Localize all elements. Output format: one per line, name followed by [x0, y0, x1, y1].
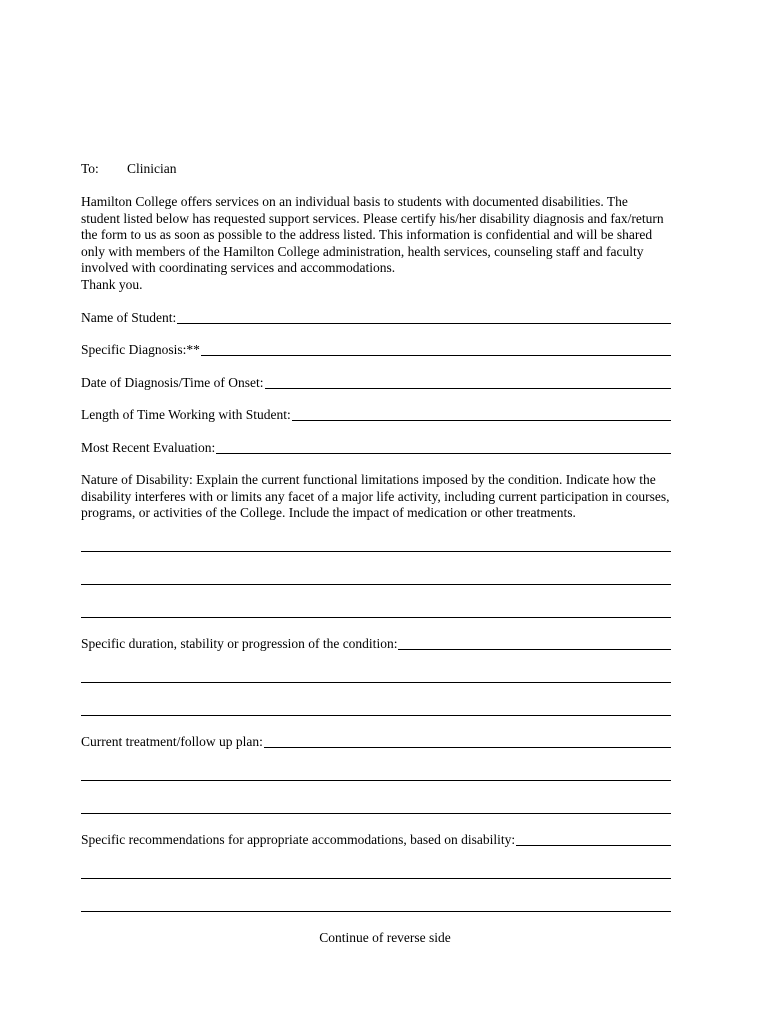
duration-answer-line[interactable]	[81, 715, 671, 716]
nature-line: disability interferes with or limits any facet of a major life activity, including current participation in courses,	[81, 488, 670, 504]
treatment-label: Current treatment/follow up plan:	[81, 734, 263, 749]
duration-blank[interactable]	[398, 649, 671, 650]
intro-line: student listed below has requested support services. Please certify his/her disability diagnosis and fax/return	[81, 210, 664, 226]
length-of-time-blank[interactable]	[292, 420, 671, 421]
nature-line: programs, or activities of the College. Include the impact of medication or other treatments.	[81, 505, 576, 521]
intro-line: only with members of the Hamilton College administration, health services, counseling staff and faculty	[81, 243, 644, 259]
recommendations-answer-line[interactable]	[81, 878, 671, 879]
recommendations-label: Specific recommendations for appropriate accommodations, based on disability:	[81, 832, 516, 847]
specific-diagnosis-field[interactable]	[81, 342, 671, 358]
nature-of-disability-instructions	[81, 472, 681, 522]
nature-answer-line[interactable]	[81, 584, 671, 585]
treatment-answer-line[interactable]	[81, 780, 671, 781]
length-of-time-field[interactable]	[81, 407, 671, 423]
intro-line: the form to us as soon as possible to the address listed. This information is confidential and will be shared	[81, 227, 653, 243]
to-label: To:	[81, 161, 99, 176]
recommendations-field[interactable]	[81, 832, 671, 848]
recipient-line	[81, 161, 177, 177]
continue-note: Continue of reverse side	[319, 930, 451, 945]
date-of-diagnosis-blank[interactable]	[265, 388, 672, 389]
treatment-field[interactable]	[81, 734, 671, 750]
treatment-answer-line[interactable]	[81, 813, 671, 814]
duration-field[interactable]	[81, 636, 671, 652]
treatment-blank[interactable]	[264, 747, 671, 748]
thank-you-line: Thank you.	[81, 276, 143, 292]
recent-evaluation-field[interactable]	[81, 440, 671, 456]
specific-diagnosis-label: Specific Diagnosis:**	[81, 342, 200, 357]
recommendations-blank[interactable]	[516, 845, 671, 846]
intro-line: involved with coordinating services and accommodations.	[81, 260, 396, 276]
student-name-field[interactable]	[81, 310, 671, 326]
duration-label: Specific duration, stability or progression of the condition:	[81, 636, 398, 651]
date-of-diagnosis-field[interactable]	[81, 375, 671, 391]
student-name-label: Name of Student:	[81, 310, 177, 325]
specific-diagnosis-blank[interactable]	[201, 355, 671, 356]
duration-answer-line[interactable]	[81, 682, 671, 683]
recommendations-answer-line[interactable]	[81, 911, 671, 912]
recent-evaluation-label: Most Recent Evaluation:	[81, 440, 216, 455]
recent-evaluation-blank[interactable]	[216, 453, 671, 454]
student-name-blank[interactable]	[177, 323, 671, 324]
date-of-diagnosis-label: Date of Diagnosis/Time of Onset:	[81, 375, 264, 390]
length-of-time-label: Length of Time Working with Student:	[81, 407, 291, 422]
recipient-name: Clinician	[127, 161, 177, 176]
nature-answer-line[interactable]	[81, 551, 671, 552]
intro-paragraph	[81, 194, 681, 294]
nature-line: Nature of Disability: Explain the current functional limitations imposed by the condition. Indicate how the	[81, 472, 656, 487]
nature-answer-line[interactable]	[81, 617, 671, 618]
intro-line: Hamilton College offers services on an individual basis to students with documented disabilities. The	[81, 194, 628, 209]
